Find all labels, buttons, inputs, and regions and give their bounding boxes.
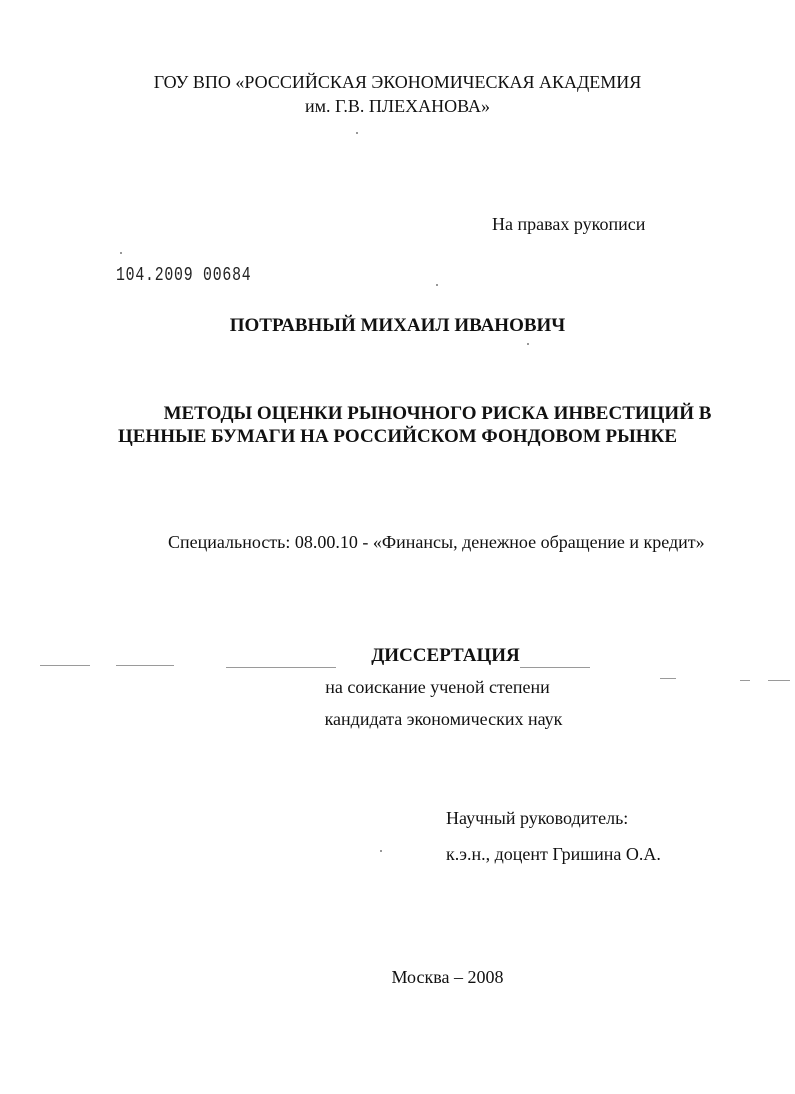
supervisor-name: к.э.н., доцент Гришина О.А.: [446, 844, 661, 864]
institution-line-2: им. Г.В. ПЛЕХАНОВА»: [305, 96, 490, 116]
degree-line-1: на соискание ученой степени: [325, 677, 550, 697]
dissertation-title-line-1: МЕТОДЫ ОЦЕНКИ РЫНОЧНОГО РИСКА ИНВЕСТИЦИЙ В: [163, 403, 712, 424]
institution-line-1: ГОУ ВПО «РОССИЙСКАЯ ЭКОНОМИЧЕСКАЯ АКАДЕМИЯ: [153, 72, 642, 92]
registration-stamp: 104.2009 00684: [116, 264, 252, 286]
author-name: ПОТРАВНЫЙ МИХАИЛ ИВАНОВИЧ: [229, 315, 566, 336]
supervisor-label: Научный руководитель:: [446, 808, 629, 828]
manuscript-note: На правах рукописи: [492, 214, 646, 234]
document-type-heading: ДИССЕРТАЦИЯ: [371, 645, 520, 666]
degree-line-2: кандидата экономических наук: [324, 709, 563, 729]
dissertation-title-line-2: ЦЕННЫЕ БУМАГИ НА РОССИЙСКОМ ФОНДОВОМ РЫНКЕ: [117, 426, 678, 447]
specialty: Специальность: 08.00.10 - «Финансы, денежное обращение и кредит»: [168, 532, 705, 552]
place-and-year: Москва – 2008: [391, 967, 504, 987]
